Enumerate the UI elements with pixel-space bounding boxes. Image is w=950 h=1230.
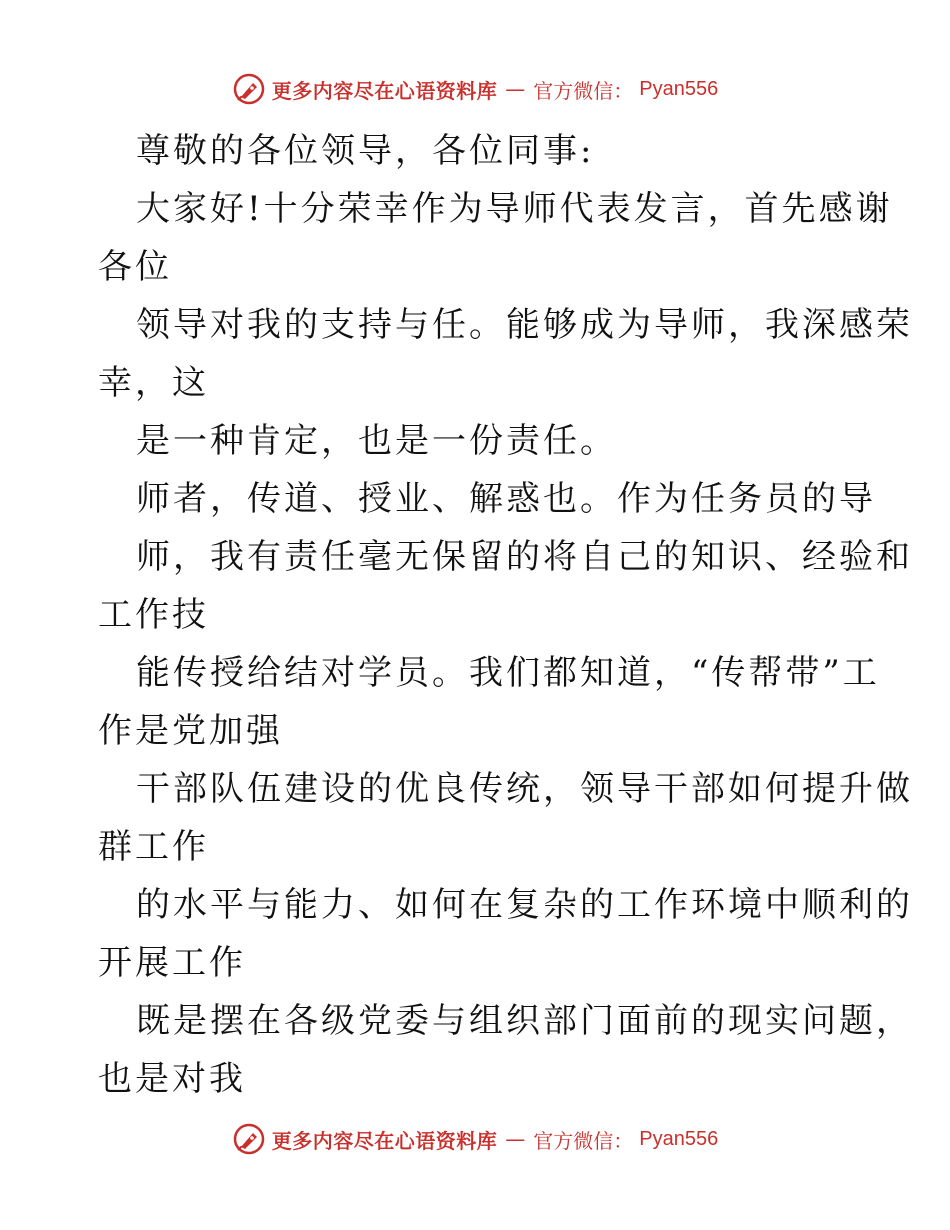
banner-dash: —	[505, 1127, 526, 1151]
text-line: 既是摆在各级党委与组织部门面前的现实问题，	[136, 1001, 913, 1041]
banner-wechat-id: Pyan556	[639, 77, 719, 100]
text-line: 是一种肯定，也是一份责任。	[136, 421, 617, 461]
text-line: 尊敬的各位领导，各位同事:	[136, 131, 595, 171]
text-line: 师者，传道、授业、解惑也。作为任务员的导	[136, 479, 876, 519]
text-line: 领导对我的支持与任。能够成为导师，我深感荣	[136, 305, 913, 345]
text-line: 干部队伍建设的优良传统，领导干部如何提升做	[136, 769, 913, 809]
banner-wechat-label: 官方微信：	[533, 1128, 634, 1153]
text-line: 的水平与能力、如何在复杂的工作环境中顺利的	[136, 885, 913, 925]
text-line: 也是对我	[98, 1059, 246, 1099]
document-body	[98, 122, 913, 1108]
banner-tagline: 更多内容尽在心语资料库	[271, 78, 498, 103]
text-line: 作是党加强	[98, 711, 283, 751]
text-line: 幸，这	[98, 363, 209, 403]
text-line: 开展工作	[98, 943, 246, 983]
banner-wechat-id: Pyan556	[639, 1127, 719, 1150]
text-line: 群工作	[98, 827, 209, 867]
text-line: 能传授给结对学员。我们都知道，“传帮带”工	[136, 653, 880, 693]
text-line: 师，我有责任毫无保留的将自己的知识、经验和	[136, 537, 913, 577]
banner-tagline: 更多内容尽在心语资料库	[271, 1128, 498, 1153]
banner-dash: —	[505, 77, 526, 101]
footer-banner	[0, 1122, 950, 1156]
header-banner	[0, 72, 950, 106]
banner-wechat-label: 官方微信：	[533, 78, 634, 103]
text-line: 各位	[98, 247, 172, 287]
pen-nib-seal-icon	[232, 72, 266, 106]
pen-nib-seal-icon	[232, 1122, 266, 1156]
text-line: 大家好!十分荣幸作为导师代表发言，首先感谢	[136, 189, 893, 229]
text-line: 工作技	[98, 595, 209, 635]
